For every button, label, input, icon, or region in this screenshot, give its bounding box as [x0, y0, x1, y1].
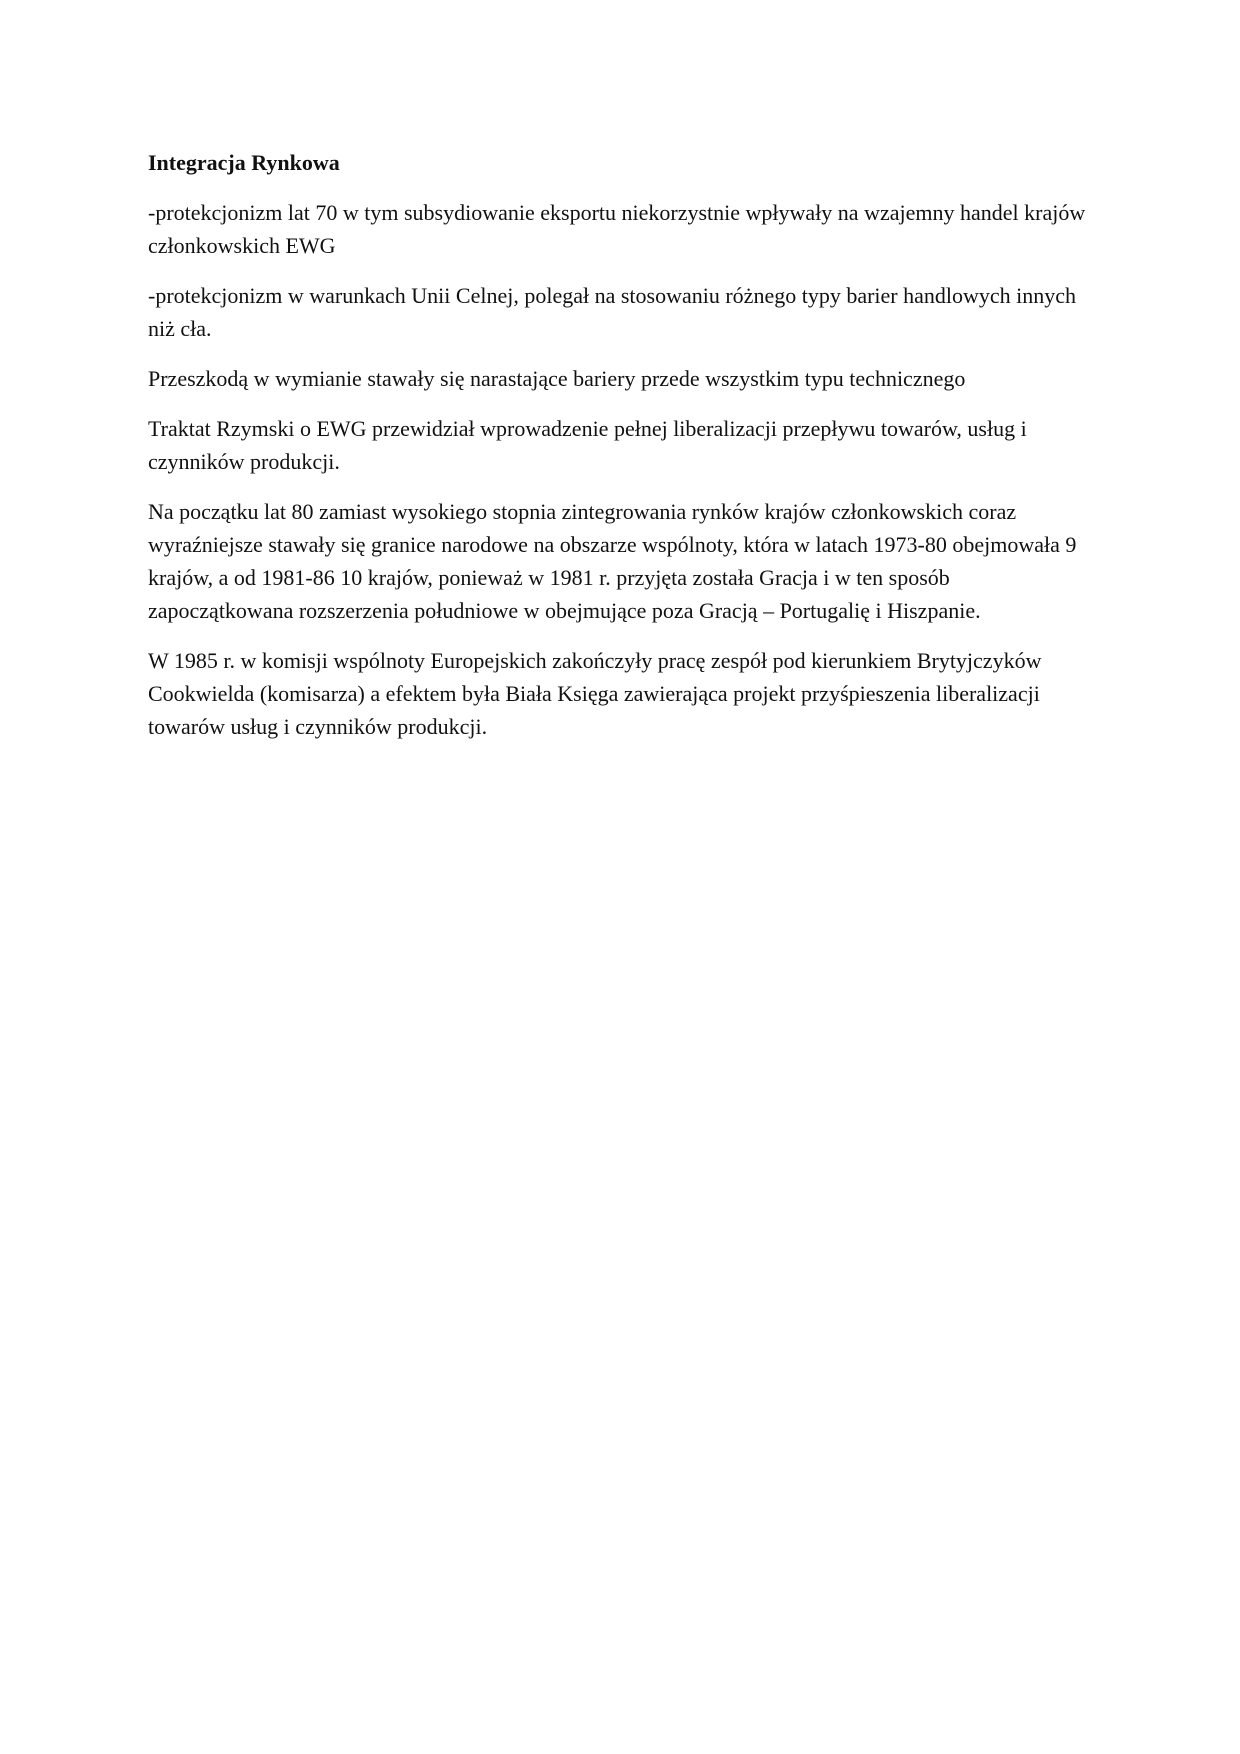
paragraph-4: Traktat Rzymski o EWG przewidział wprowadzenie pełnej liberalizacji przepływu towarów, usług i czynników produkcji. — [148, 416, 1027, 474]
paragraph-2: -protekcjonizm w warunkach Unii Celnej, polegał na stosowaniu różnego typy barier handlowych innych niż cła. — [148, 283, 1077, 341]
paragraph-6: W 1985 r. w komisji wspólnoty Europejskich zakończyły pracę zespół pod kierunkiem Brytyjczyków Cookwielda (komisarza) a efektem była Biała Księga zawierająca projekt przyśpieszenia liberalizacji towarów usług i czynników produkcji. — [148, 648, 1042, 739]
paragraph-3: Przeszkodą w wymianie stawały się narastające bariery przede wszystkim typu technicznego — [148, 366, 966, 391]
document-title: Integracja Rynkowa — [148, 150, 340, 175]
paragraph-5: Na początku lat 80 zamiast wysokiego stopnia zintegrowania rynków krajów członkowskich coraz wyraźniejsze stawały się granice narodowe na obszarze wspólnoty, która w latach 1973-80 obejmowała 9 krajów, a od 1981-86 10 krajów, ponieważ w 1981 r. przyjęta została Gracja i w ten sposób zapoczątkowana rozszerzenia południowe w obejmujące poza Gracją – Portugalię i Hiszpanie. — [148, 499, 1077, 623]
paragraph-1: -protekcjonizm lat 70 w tym subsydiowanie eksportu niekorzystnie wpływały na wzajemny handel krajów członkowskich EWG — [148, 200, 1086, 258]
